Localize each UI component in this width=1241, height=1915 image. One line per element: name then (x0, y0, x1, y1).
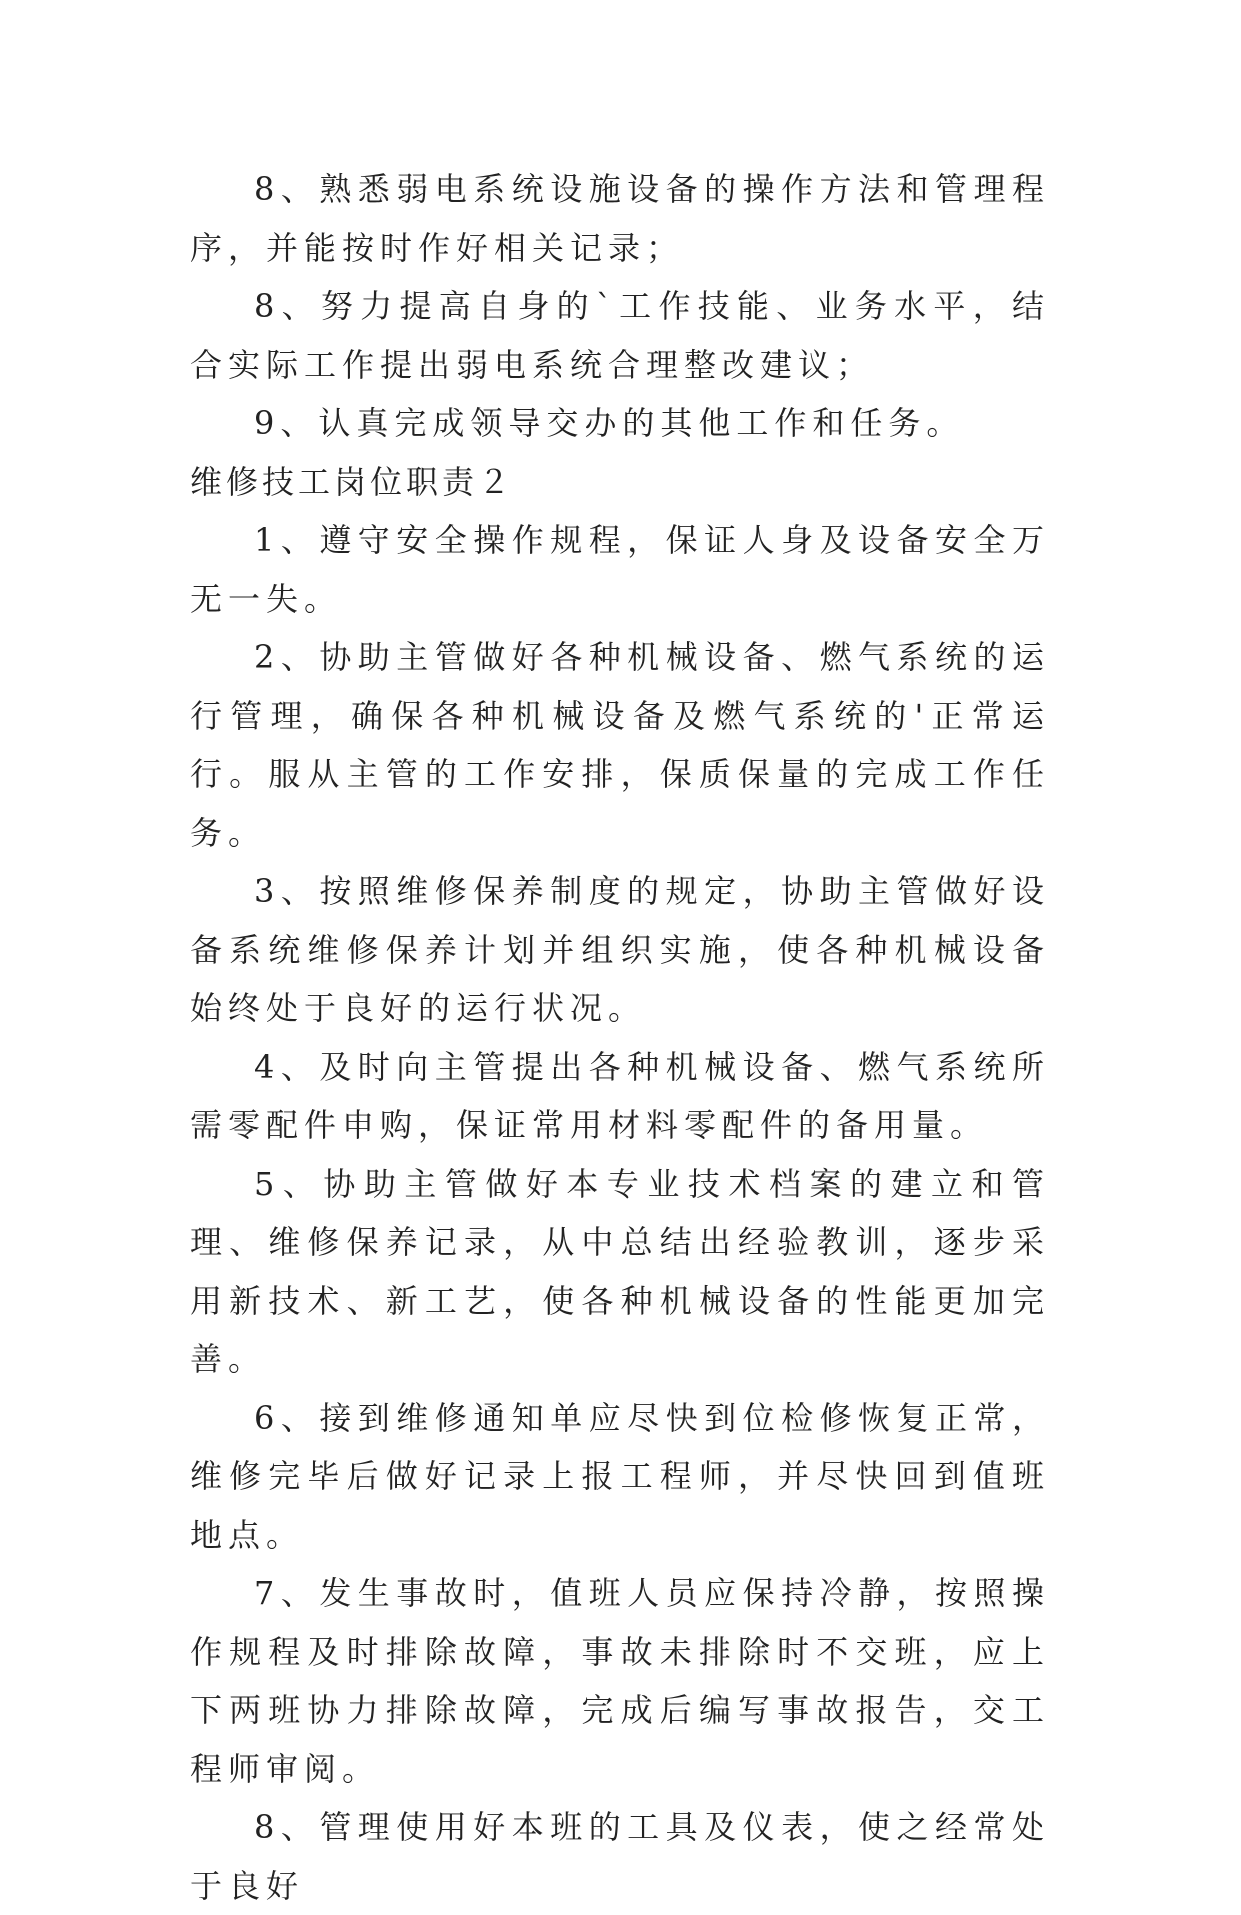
paragraph-item-8-skills: 8、努力提高自身的`工作技能、业务水平，结合实际工作提出弱电系统合理整改建议； (190, 287, 1050, 384)
paragraph-item-6: 6、接到维修通知单应尽快到位检修恢复正常，维修完毕后做好记录上报工程师，并尽快回到值班地点。 (190, 1398, 1050, 1554)
paragraph-item-8-records: 8、熟悉弱电系统设施设备的操作方法和管理程序，并能按时作好相关记录； (190, 170, 1050, 267)
paragraph-item-9-tasks: 9、认真完成领导交办的其他工作和任务。 (254, 404, 965, 442)
paragraph-item-3: 3、按照维修保养制度的规定，协助主管做好设备系统维修保养计划并组织实施，使各种机械设备始终处于良好的运行状况。 (190, 872, 1050, 1027)
section-heading: 维修技工岗位职责２ (190, 462, 515, 501)
paragraph-item-4: 4、及时向主管提出各种机械设备、燃气系统所需零配件申购，保证常用材料零配件的备用量。 (190, 1047, 1050, 1144)
paragraph-item-7: 7、发生事故时，值班人员应保持冷静，按照操作规程及时排除故障，事故未排除时不交班，应上下两班协力排除故障，完成后编写事故报告，交工程师审阅。 (190, 1574, 1050, 1788)
paragraph-item-8-tools: 8、管理使用好本班的工具及仪表，使之经常处于良好 (190, 1808, 1050, 1905)
paragraph-item-2: 2、协助主管做好各种机械设备、燃气系统的运行管理，确保各种机械设备及燃气系统的'正常运行。服从主管的工作安排，保质保量的完成工作任务。 (190, 638, 1050, 852)
paragraph-item-1: 1、遵守安全操作规程，保证人身及设备安全万无一失。 (190, 521, 1050, 618)
document-body (190, 160, 1050, 1915)
paragraph-item-5: 5、协助主管做好本专业技术档案的建立和管理、维修保养记录，从中总结出经验教训，逐步采用新技术、新工艺，使各种机械设备的性能更加完善。 (190, 1164, 1050, 1378)
